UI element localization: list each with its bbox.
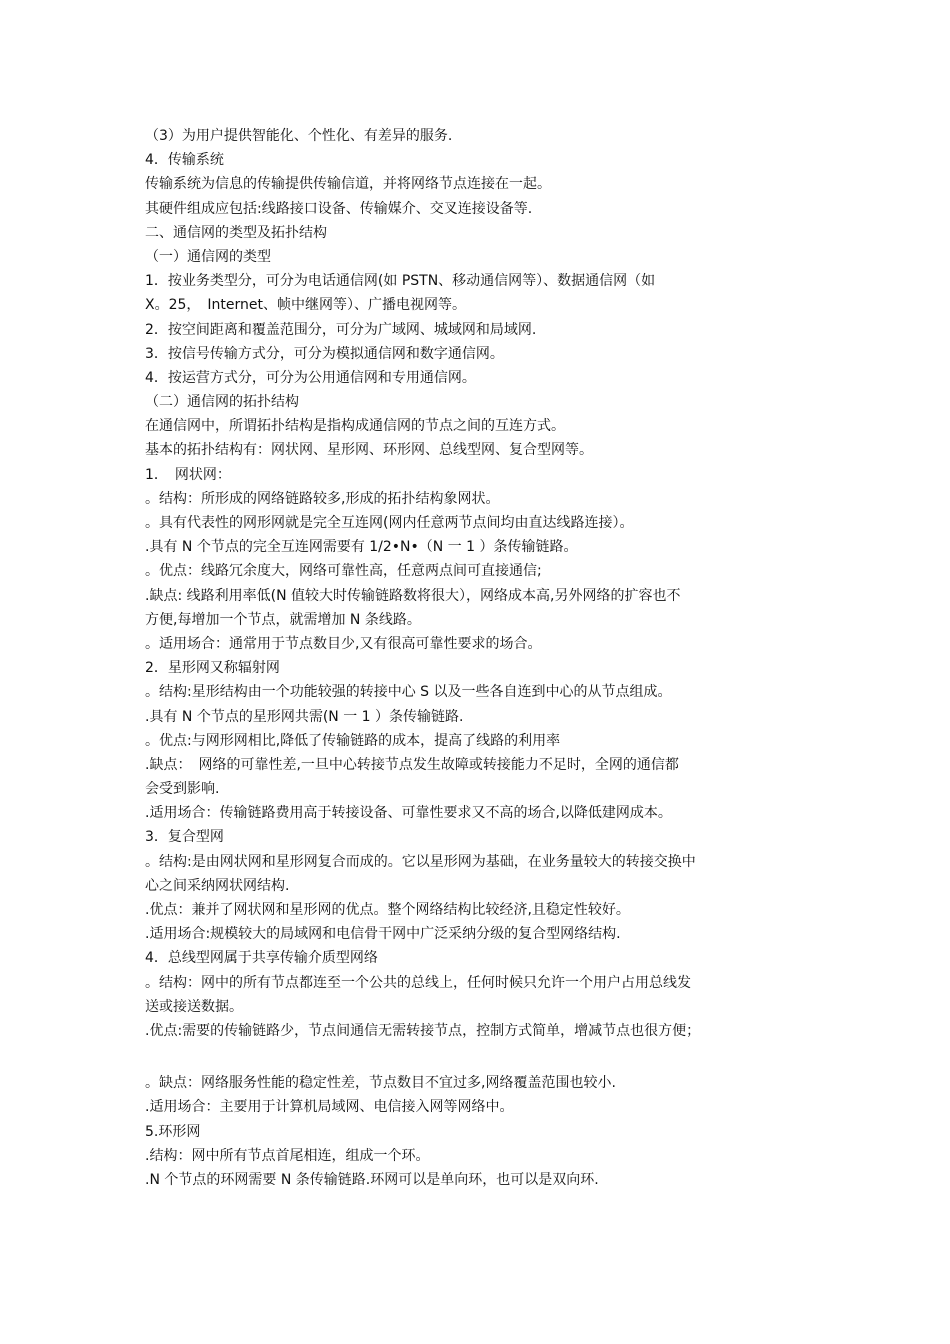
text-line: .N 个节点的环网需要 N 条传输链路.环网可以是单向环，也可以是双向环. xyxy=(145,1171,599,1188)
text-line: 。具有代表性的网形网就是完全互连网(网内任意两节点间均由直达线路连接）。 xyxy=(145,515,634,531)
text-line: 。优点:与网形网相比,降低了传输链路的成本，提高了线路的利用率 xyxy=(145,732,561,749)
text-line: 。优点：线路冗余度大，网络可靠性高，任意两点间可直接通信; xyxy=(145,563,542,580)
text-line: .适用场合：主要用于计算机局域网、电信接入网等网络中。 xyxy=(145,1099,514,1116)
text-line: 在通信网中，所谓拓扑结构是指构成通信网的节点之间的互连方式。 xyxy=(145,418,565,435)
text-line: 。结构：所形成的网络链路较多,形成的拓扑结构象网状。 xyxy=(145,490,500,507)
text-line: .具有 N 个节点的完全互连网需要有 1/2•N•（N 一 1 ）条传输链路。 xyxy=(145,539,578,556)
text-line: .优点：兼并了网状网和星形网的优点。整个网络结构比较经济,且稳定性较好。 xyxy=(145,902,630,918)
text-line: .缺点: 线路利用率低(N 值较大时传输链路数将很大），网络成本高,另外网络的扩容也不 xyxy=(145,587,681,604)
text-line: 1．按业务类型分，可分为电话通信网(如 PSTN、移动通信网等）、数据通信网（如 xyxy=(145,273,656,290)
text-line: 心之间采纳网状网结构. xyxy=(145,877,290,894)
text-line: .缺点： 网络的可靠性差,一旦中心转接节点发生故障或转接能力不足时，全网的通信都 xyxy=(145,756,679,773)
text-line: 送或接送数据。 xyxy=(145,998,243,1015)
section-heading: 3．复合型网 xyxy=(145,829,224,846)
subsection-heading: （二）通信网的拓扑结构 xyxy=(145,394,299,411)
text-line: .结构：网中所有节点首尾相连，组成一个环。 xyxy=(145,1147,430,1164)
text-line: 。结构:星形结构由一个功能较强的转接中心 S 以及一些各自连到中心的从节点组成。 xyxy=(145,684,672,701)
text-line: .具有 N 个节点的星形网共需(N 一 1 ）条传输链路. xyxy=(145,708,464,725)
text-line: 2．按空间距离和覆盖范围分，可分为广域网、城域网和局域网. xyxy=(145,321,537,338)
text-line: X。25， Internet、帧中继网等）、广播电视网等。 xyxy=(145,297,466,314)
text-line: .优点:需要的传输链路少，节点间通信无需转接节点，控制方式简单，增减节点也很方便； xyxy=(145,1022,701,1039)
text-line: 。缺点：网络服务性能的稳定性差，节点数目不宜过多,网络覆盖范围也较小. xyxy=(145,1075,616,1092)
text-line: 会受到影响. xyxy=(145,781,220,798)
text-line: 。结构:是由网状网和星形网复合而成的。它以星形网为基础，在业务量较大的转接交换中 xyxy=(145,853,696,870)
section-heading: 1． 网状网： xyxy=(145,466,231,483)
section-heading: 二、通信网的类型及拓扑结构 xyxy=(145,224,327,241)
text-line: 4．按运营方式分，可分为公用通信网和专用通信网。 xyxy=(145,369,476,386)
text-line: 方便,每增加一个节点，就需增加 N 条线路。 xyxy=(145,611,421,628)
text-line: （3）为用户提供智能化、个性化、有差异的服务. xyxy=(145,128,453,144)
text-line: 基本的拓扑结构有：网状网、星形网、环形网、总线型网、复合型网等。 xyxy=(145,442,593,459)
text-line: 传输系统为信息的传输提供传输信道，并将网络节点连接在一起。 xyxy=(145,176,551,193)
text-line: 3．按信号传输方式分，可分为模拟通信网和数字通信网。 xyxy=(145,345,504,362)
document-body xyxy=(145,124,817,1192)
text-line: 。结构：网中的所有节点都连至一个公共的总线上，任何时候只允许一个用户占用总线发 xyxy=(145,974,691,991)
section-heading: 4．总线型网属于共享传输介质型网络 xyxy=(145,950,378,967)
blank-line xyxy=(145,1043,817,1071)
text-line: .适用场合：传输链路费用高于转接设备、可靠性要求又不高的场合,以降低建网成本。 xyxy=(145,805,672,822)
section-heading: 5.环形网 xyxy=(145,1123,201,1140)
section-heading: 2．星形网又称辐射网 xyxy=(145,660,280,677)
subsection-heading: （一）通信网的类型 xyxy=(145,248,271,265)
text-line: 其硬件组成应包括:线路接口设备、传输媒介、交叉连接设备等. xyxy=(145,200,533,217)
text-line: 。适用场合：通常用于节点数目少,又有很高可靠性要求的场合。 xyxy=(145,635,542,652)
text-line: .适用场合:规模较大的局域网和电信骨干网中广泛采纳分级的复合型网络结构. xyxy=(145,926,621,943)
section-heading: 4．传输系统 xyxy=(145,152,224,169)
